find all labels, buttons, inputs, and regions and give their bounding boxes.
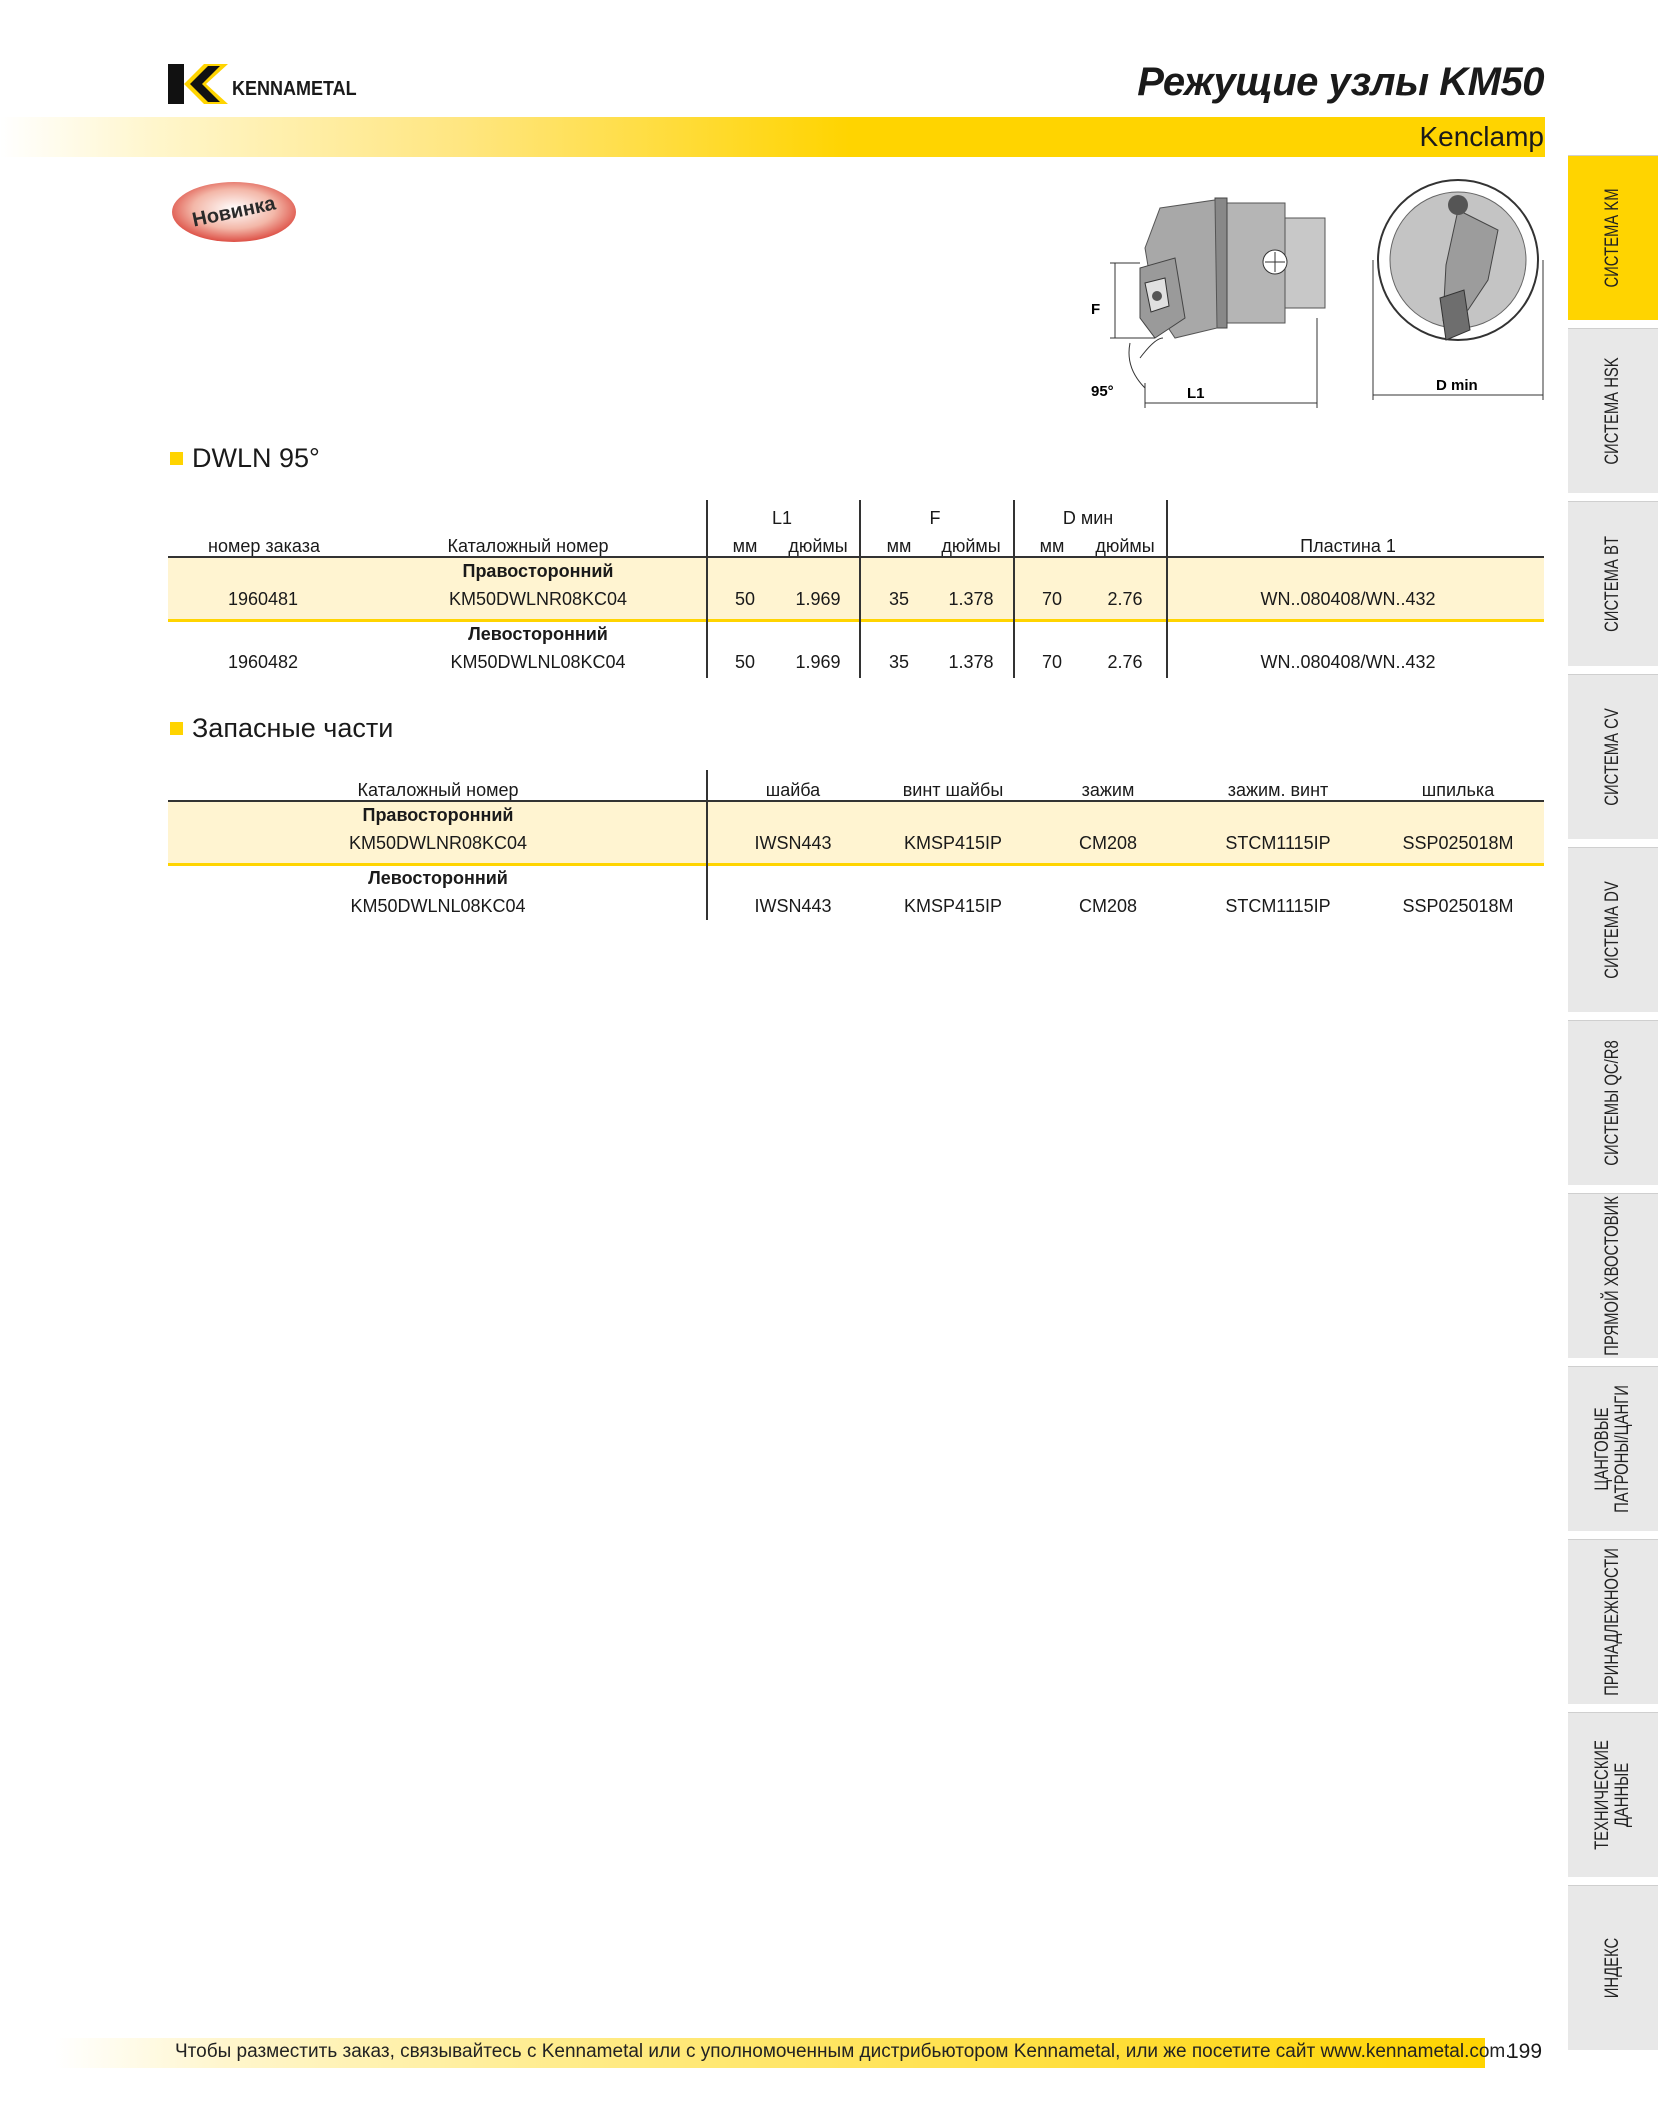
- clamp: CM208: [1078, 896, 1138, 916]
- col-insert: Пластина 1: [1300, 536, 1396, 556]
- shim-screw: KMSP415IP: [903, 896, 1003, 916]
- col-f-mm: мм: [886, 536, 912, 556]
- catalog-no: KM50DWLNL08KC04: [450, 652, 626, 672]
- f-mm: 35: [888, 589, 910, 609]
- col-f-inch: дюймы: [941, 536, 1001, 556]
- col-divider: [1013, 500, 1015, 678]
- shim-screw: KMSP415IP: [903, 833, 1003, 853]
- tool-front-view-drawing: [1368, 170, 1548, 410]
- side-tab-label: СИСТЕМА HSK: [1602, 357, 1623, 465]
- dmin-mm: 70: [1041, 589, 1063, 609]
- section-spare-parts-title: Запасные части: [192, 713, 394, 743]
- col-shim-screw: винт шайбы: [902, 780, 1004, 800]
- side-tab-label: СИСТЕМА KM: [1602, 188, 1623, 288]
- col-dmin-mm: мм: [1039, 536, 1065, 556]
- side-tab-label: ЦАНГОВЫЕ ПАТРОНЫ/ЦАНГИ: [1592, 1385, 1633, 1513]
- table-row: [168, 802, 1544, 863]
- col-catalog-no: Каталожный номер: [357, 780, 519, 800]
- f-inch: 1.378: [948, 589, 994, 609]
- pin: SSP025018M: [1402, 833, 1514, 853]
- side-tab-straight-shank[interactable]: [1568, 1193, 1658, 1358]
- order-no: 1960482: [227, 652, 299, 672]
- col-clamp: зажим: [1081, 780, 1135, 800]
- dimension-f-label: F: [1091, 301, 1101, 318]
- new-badge-label: Новинка: [190, 192, 278, 232]
- dmin-inch: 2.76: [1107, 652, 1143, 672]
- col-clamp-screw: зажим. винт: [1227, 780, 1329, 800]
- section-spare-parts-heading: [170, 713, 393, 744]
- pin: SSP025018M: [1402, 896, 1514, 916]
- col-l1-mm: мм: [732, 536, 758, 556]
- side-tab-label: ПРИНАДЛЕЖНОСТИ: [1602, 1548, 1623, 1696]
- side-tab-index[interactable]: [1568, 1885, 1658, 2050]
- side-tab-label: СИСТЕМА CV: [1602, 708, 1623, 806]
- side-tab-hsk[interactable]: [1568, 328, 1658, 493]
- header-band: [0, 117, 1545, 157]
- col-order-no: номер заказа: [208, 536, 320, 556]
- side-tab-dv[interactable]: [1568, 847, 1658, 1012]
- side-tabs: [1568, 155, 1658, 2058]
- tool-side-view-drawing: [1085, 188, 1345, 413]
- page-number: 199: [1507, 2040, 1543, 2063]
- kennametal-k-mark-icon: [168, 64, 230, 104]
- kennametal-logo: [168, 64, 371, 104]
- side-tab-label: ПРЯМОЙ ХВОСТОВИК: [1602, 1196, 1623, 1356]
- page-title: Режущие узлы KM50: [1137, 60, 1544, 104]
- catalog-no: KM50DWLNL08KC04: [350, 896, 526, 916]
- section-dwln-heading: [170, 443, 320, 474]
- col-pin: шпилька: [1421, 780, 1495, 800]
- spare-parts-table: [168, 770, 1544, 922]
- dimension-l1-label: L1: [1187, 385, 1205, 402]
- side-tab-qc-r8[interactable]: [1568, 1020, 1658, 1185]
- section-bullet-icon: [170, 452, 183, 465]
- side-tab-label: ИНДЕКС: [1602, 1937, 1623, 1999]
- clamp-screw: STCM1115IP: [1225, 896, 1331, 916]
- side-tab-technical-data[interactable]: [1568, 1712, 1658, 1877]
- section-dwln-title: DWLN 95°: [192, 443, 320, 473]
- clamp: CM208: [1078, 833, 1138, 853]
- order-no: 1960481: [227, 589, 299, 609]
- shim: IWSN443: [754, 833, 832, 853]
- new-badge: [170, 178, 298, 244]
- col-dmin-inch: дюймы: [1095, 536, 1155, 556]
- page-subtitle: Kenclamp: [1419, 121, 1544, 152]
- side-tab-label: СИСТЕМА DV: [1602, 881, 1623, 979]
- l1-inch: 1.969: [795, 652, 841, 672]
- f-inch: 1.378: [948, 652, 994, 672]
- side-tab-accessories[interactable]: [1568, 1539, 1658, 1704]
- col-divider: [706, 500, 708, 678]
- col-catalog-no: Каталожный номер: [447, 536, 609, 556]
- table-row: [168, 622, 1544, 680]
- footer-text: Чтобы разместить заказ, связывайтесь с Kennametal или с уполномоченным дистрибьютором Kennametal, или же посетите сайт www.kennametal.com.: [175, 2041, 1511, 2062]
- catalog-no: KM50DWLNR08KC04: [348, 833, 528, 853]
- row-group-label: Правосторонний: [462, 561, 614, 581]
- side-tab-bt[interactable]: [1568, 501, 1658, 666]
- side-tab-label: СИСТЕМЫ QC/R8: [1602, 1040, 1623, 1166]
- side-tab-label: СИСТЕМА BT: [1602, 536, 1623, 632]
- col-divider: [859, 500, 861, 678]
- side-tab-km[interactable]: [1568, 155, 1658, 320]
- l1-mm: 50: [734, 652, 756, 672]
- table-row: [168, 866, 1544, 922]
- side-tab-cv[interactable]: [1568, 674, 1658, 839]
- l1-mm: 50: [734, 589, 756, 609]
- col-divider: [1166, 500, 1168, 678]
- dimension-dmin-label: D min: [1436, 377, 1478, 394]
- dmin-mm: 70: [1041, 652, 1063, 672]
- dimension-angle-label: 95°: [1091, 383, 1114, 400]
- row-group-label: Левосторонний: [468, 624, 608, 644]
- insert: WN..080408/WN..432: [1260, 652, 1436, 672]
- clamp-screw: STCM1115IP: [1225, 833, 1331, 853]
- row-group-label: Правосторонний: [362, 805, 514, 825]
- brand-name: KENNAMETAL: [232, 77, 357, 100]
- side-tab-label: ТЕХНИЧЕСКИЕ ДАННЫЕ: [1592, 1740, 1633, 1850]
- side-tab-collet-chucks[interactable]: [1568, 1366, 1658, 1531]
- l1-inch: 1.969: [795, 589, 841, 609]
- dmin-inch: 2.76: [1107, 589, 1143, 609]
- f-mm: 35: [888, 652, 910, 672]
- col-divider: [706, 770, 708, 920]
- dwln-table: L1 F D мин номер заказа Каталожный номер мм дюймы мм дюймы мм дюймы Пластина 1 Правосторонний 1960481 KM50DWLNR08KC04 50 1.969 35 1.378 70 2.76 WN..080408/WN..432 Левосторонний 1960482 KM50DWLNL08KC04 50 1.969 35 1.378 70 2.76 WN..080408/WN..432: [168, 500, 1544, 680]
- section-bullet-icon: [170, 722, 183, 735]
- row-group-label: Левосторонний: [368, 868, 508, 888]
- shim: IWSN443: [754, 896, 832, 916]
- col-l1-inch: дюймы: [788, 536, 848, 556]
- table-row: [168, 558, 1544, 619]
- catalog-no: KM50DWLNR08KC04: [448, 589, 628, 609]
- insert: WN..080408/WN..432: [1260, 589, 1436, 609]
- col-shim: шайба: [765, 780, 821, 800]
